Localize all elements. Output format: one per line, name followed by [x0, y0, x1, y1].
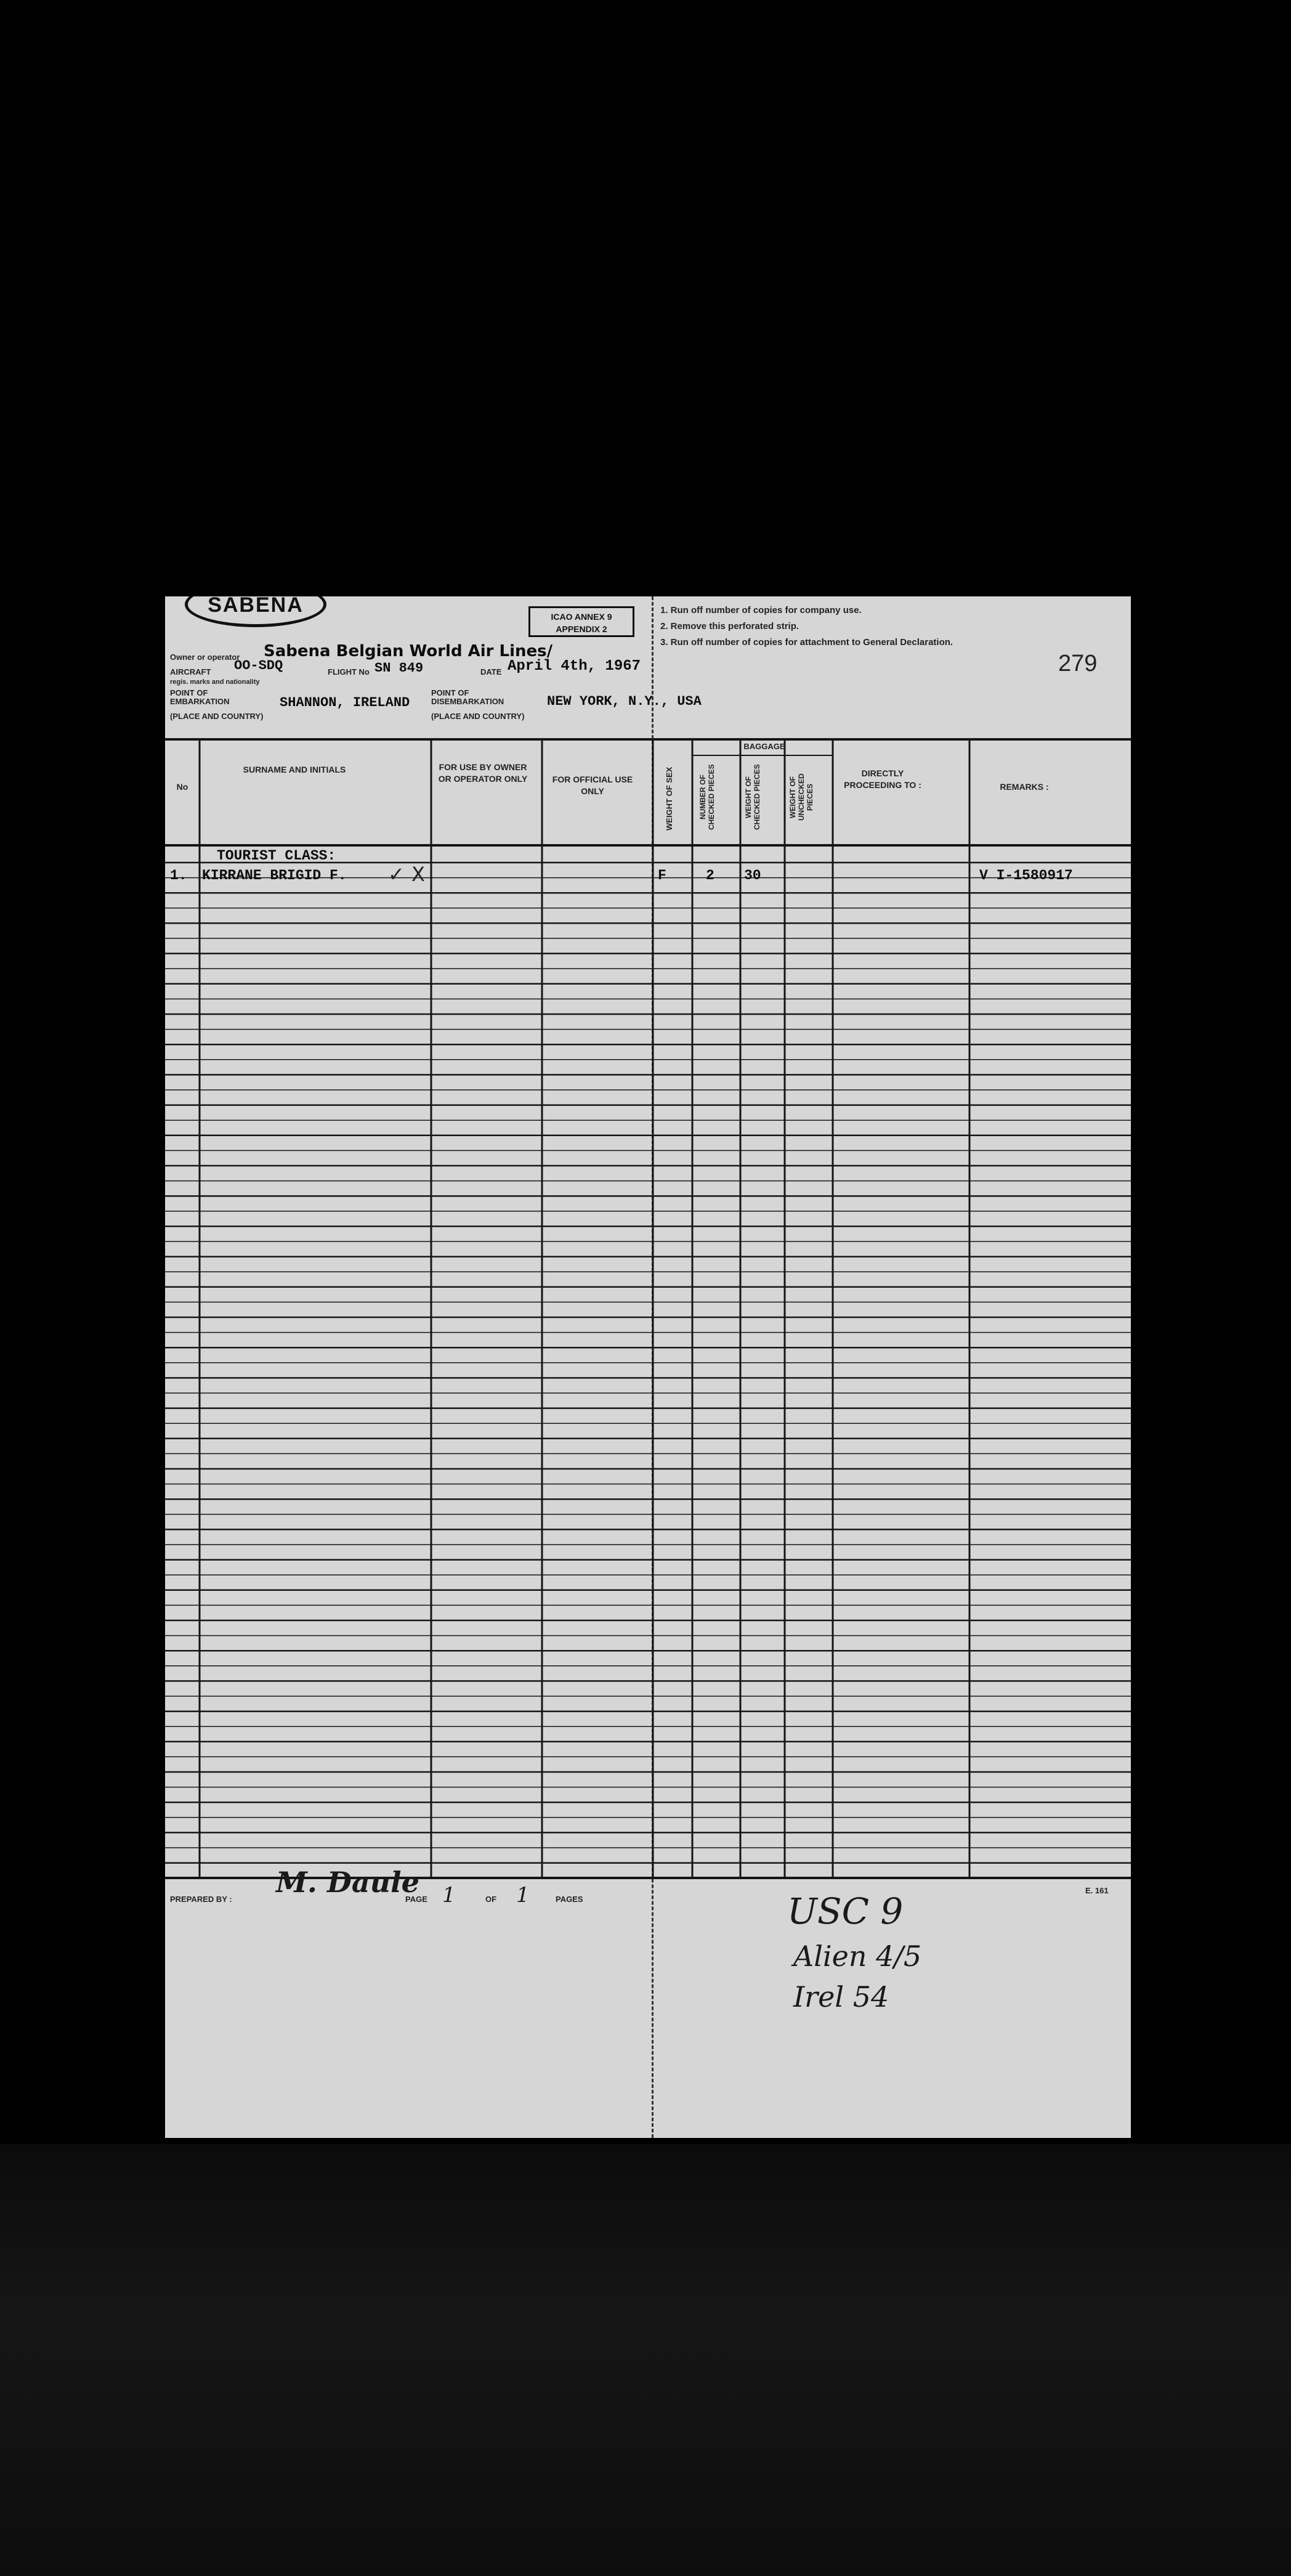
scanner-background: [0, 2144, 1291, 2576]
date-label: DATE: [480, 667, 502, 677]
instruction-3: 3. Run off number of copies for attachment to General Declaration.: [660, 637, 953, 648]
col-header-directly-proceeding: DIRECTLY PROCEEDING TO :: [844, 768, 921, 790]
col-header-owner-use: FOR USE BY OWNER OR OPERATOR ONLY: [438, 762, 528, 784]
pages-label: PAGES: [556, 1895, 583, 1904]
date-value: April 4th, 1967: [508, 658, 641, 675]
flight-value: SN 849: [374, 660, 424, 676]
page-label: PAGE: [405, 1895, 427, 1904]
disembarkation-sub-label: (PLACE AND COUNTRY): [431, 712, 525, 721]
aircraft-sub-label: regis. marks and nationality: [170, 678, 260, 686]
manifest-grid-lines: [165, 596, 1131, 2138]
handwritten-note-alien: Alien 4/5: [793, 1940, 922, 1973]
row-1-sex: F: [658, 867, 666, 884]
embarkation-sub-label: (PLACE AND COUNTRY): [170, 712, 264, 721]
annex-line-2: APPENDIX 2: [556, 624, 607, 634]
of-value: 1: [516, 1883, 530, 1908]
row-1-name: KIRRANE BRIGID F.: [202, 867, 347, 884]
owner-label: Owner or operator: [170, 652, 240, 662]
annex-line-1: ICAO ANNEX 9: [551, 612, 612, 622]
page-number: 279: [1058, 651, 1098, 677]
instruction-1: 1. Run off number of copies for company use.: [660, 605, 862, 616]
preparer-signature: M. Daule: [276, 1866, 419, 1899]
aircraft-value: OO-SDQ: [234, 658, 283, 673]
aircraft-label: AIRCRAFT: [170, 667, 211, 677]
row-1-cross-mark: X: [411, 863, 425, 886]
instruction-2: 2. Remove this perforated strip.: [660, 621, 799, 632]
col-header-official-use: FOR OFFICIAL USE ONLY: [552, 774, 633, 796]
row-1-number: 1.: [170, 867, 187, 884]
col-header-baggage-weight: WEIGHT OF CHECKED PIECES: [744, 764, 761, 831]
page-value: 1: [442, 1883, 456, 1908]
row-1-check-mark: ✓: [388, 863, 405, 886]
of-label: OF: [485, 1895, 497, 1904]
disembarkation-label: POINT OF DISEMBARKATION: [431, 688, 504, 706]
owner-value: Sabena Belgian World Air Lines/: [264, 642, 553, 660]
row-1-remarks: V I-1580917: [979, 867, 1073, 884]
col-header-weight: WEIGHT OF SEX: [665, 766, 674, 831]
row-1-pieces: 2: [706, 867, 714, 884]
col-header-baggage-unchecked: WEIGHT OF UNCHECKED PIECES: [788, 773, 814, 821]
col-header-baggage-pieces: NUMBER OF CHECKED PIECES: [698, 764, 716, 831]
col-header-no: No: [176, 782, 188, 792]
flight-label: FLIGHT No: [328, 667, 370, 677]
handwritten-note-usc: USC 9: [787, 1890, 904, 1932]
sabena-logo: SABENA: [185, 596, 326, 627]
col-header-remarks: REMARKS :: [1000, 782, 1049, 792]
embarkation-value: SHANNON, IRELAND: [280, 695, 410, 710]
prepared-by-label: PREPARED BY :: [170, 1895, 232, 1904]
form-code: E. 161: [1085, 1886, 1109, 1895]
col-header-baggage: BAGGAGE: [743, 742, 785, 751]
passenger-manifest-form: [165, 596, 1131, 2138]
section-title-tourist-class: TOURIST CLASS:: [217, 848, 336, 864]
handwritten-note-irel: Irel 54: [793, 1980, 889, 2013]
col-header-surname: SURNAME AND INITIALS: [243, 765, 346, 774]
row-1-weight: 30: [744, 867, 761, 884]
embarkation-label: POINT OF EMBARKATION: [170, 688, 230, 706]
disembarkation-value: NEW YORK, N.Y., USA: [547, 694, 702, 709]
